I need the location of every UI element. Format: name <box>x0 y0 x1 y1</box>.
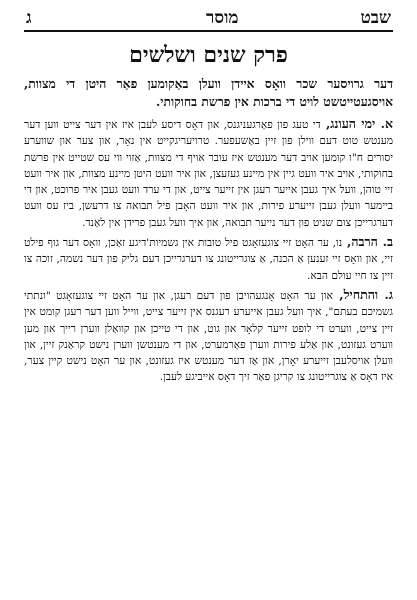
section-label: ב. הרבה, <box>342 234 393 250</box>
section-label: ג. והתחיל, <box>332 286 393 302</box>
section-text: נו, ער האָט זיי צוגעזאָגט פיל טובות אין גשמיות'דיגע זאַכן, וואָס דער גוף פילט זיי, און וואָס זיי זענען אַ הכנה, אַ צוגרייטונג צו דערגרייכן דעם גליק פון דער נשמה, זוכה צו זיין צו חיי עולם הבא. <box>24 237 393 282</box>
section-text: און ער האָט אָנגעהויבן פון דעם רעגן, און ער האָט זיי צוגעזאָגט "ונתתי גשמיכם בעתם", איך וועל געבן אייערע רעגנס אין זייער צייט, ווייל ווען דער רעגן קומט אין זיין צייט, ווערט די לופט זייער קלאָר און גוט, און די טייכן און קוואַלן ווערן רייך און מען ווערט געזונט, און אַלע פירות ווערן פאַרמערט, און די מענטשן ווערן נישט קראַנק זיין, און וועלן אויסלעבן זייערע יאָרן, און אַז דער מענטש איז געזונט, און ער האָט נישט קיין צער, איז דאָס אַ צוגרייטונג צו קריגן פאַר זיך דאָס אייביגע לעבן. <box>24 289 393 384</box>
section-gimmel <box>24 287 393 386</box>
running-head-right: שבט <box>360 8 391 28</box>
chapter-title: פרק שנים ושלשים <box>129 42 288 68</box>
section-label: א. ימי העונג, <box>320 116 393 131</box>
running-head-middle: מוסר <box>206 8 239 28</box>
chapter-intro: דער גרויסער שכר וואָס איידן וועלן באַקומען פאַר היטן די מצוות, אויסגעטייטשט לויט די ברכות אין פרשת בחוקותי. <box>24 76 393 109</box>
running-header <box>24 8 393 30</box>
section-text: די טעג פון פאַרגעניגנס, און דאָס דיסע לעבן איז אין דער צייט ווען דער מענטש טוט דעם ווילן פון זיין באַשעפער. טרויעריגקייט אין נאָר, און צער און שווערע יסורים ח"ו קומען אויב דער מענטש איז עובר אויף די מצוות, אַזוי ווי עס שטייט אין פרשת בחוקותי, אויב איר וועט גיין אין מיינע געזעצן, און איר וועט היטן מיינע מצוות, און איר וועט זיי טוהן, וועל איך געבן אייער רעגן אין זייער צייט, און די ערד וועט געבן איר פרוכט, און די ביימער וועלן געבן זייערע פירות, און איר וועט האָבן פיל תבואה צו דרעשן, ביז עס וועט דערגרייכן צום שניט פון דער נייער תבואה, און איך וועל געבן פרידן אין לאַנד. <box>24 119 393 229</box>
section-aleph <box>24 116 393 231</box>
header-rule <box>24 30 393 32</box>
section-beis <box>24 234 393 284</box>
running-head-left: ג <box>26 8 32 28</box>
